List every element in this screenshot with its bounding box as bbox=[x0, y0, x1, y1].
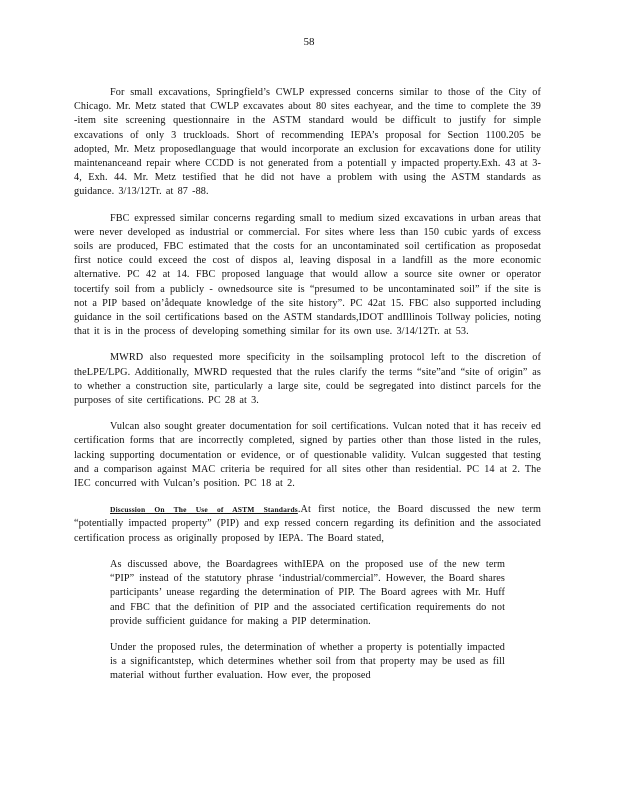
paragraph-fbc: FBC expressed similar concerns regarding small to medium sized excavations in urban areas that were never developed as industrial or commercial. For sites where less than 150 cubic yards of excess soils are produced, FBC estimated that the costs for an uncontaminated soil certification as proposedat first notice could exceed the cost of dispos al, leaving disposal in a landfill as the more economic alternative. PC 42 at 14. FBC proposed language that would allow a source site owner or operator tocertify soil from a publicly - ownedsource site is “presumed to be uncontaminated soil” if the site is not a PIP based on’ådequate knowledge of the site history”. PC 42at 15. FBC also supported including guidance in the soil certifications based on the ASTM standards,IDOT andIllinois Tollway policies, noting that it is in the process of developing something similar for its own use. 3/14/12Tr. at 53. bbox=[74, 212, 541, 338]
quote-paragraph: Under the proposed rules, the determination of whether a property is potentially impacted is a significantstep, which determines whether soil from that property may be used as fill material without further evaluation. How ever, the proposed bbox=[110, 641, 505, 682]
section-heading: Discussion On The Use of ASTM Standards bbox=[110, 505, 298, 515]
paragraph-discussion bbox=[74, 503, 541, 546]
paragraph-mwrd: MWRD also requested more specificity in the soilsampling protocol left to the discretion of theLPE/LPG. Additionally, MWRD requested that the rules clarify the terms “site”and “site of origin” as to whether a construction site, particularly a large site, could be segregated into distinct parcels for the purposes of site certifications. PC 28 at 3. bbox=[74, 352, 541, 407]
block-quote bbox=[110, 558, 505, 684]
paragraph-vulcan: Vulcan also sought greater documentation for soil certifications. Vulcan noted that it has receiv ed certification forms that are incorrectly completed, signed by parties other than those listed in the rules, lacking supporting documentation or evidence, or of questionable validity. Vulcan suggested that testing and a comparison against MAC criteria be required for all sites other than residential. PC 14 at 2. The IEC concurred with Vulcan’s position. PC 18 at 2. bbox=[74, 421, 541, 490]
page-number: 58 bbox=[303, 36, 315, 48]
discussion-text: .At first notice, the Board discussed the new term “potentially impacted property” (PIP) and exp ressed concern regarding its definition and the associated certification process as originally proposed by IEPA. The Board stated, bbox=[74, 504, 541, 544]
page-body bbox=[74, 86, 541, 696]
quote-paragraph: As discussed above, the Boardagrees withIEPA on the proposed use of the new term “PIP” instead of the statutory phrase ‘industrial/commercial”. However, the Board shares participants’ unease regarding the determination of PIP. The Board agrees with Mr. Huff and FBC that the definition of PIP and the associated certification requirements do not provide sufficient guidance for making a PIP determination. bbox=[110, 558, 505, 627]
paragraph-cwlp: For small excavations, Springfield’s CWLP expressed concerns similar to those of the City of Chicago. Mr. Metz stated that CWLP excavates about 80 sites eachyear, and the time to complete the 39 -item site screening questionnaire in the ASTM standard would be difficult to justify for simple excavations of only 3 truckloads. Short of recommending IEPA’s proposal for Section 1100.205 be adopted, Mr. Metz proposedlanguage that would incorporate an exclusion for excavations done for utility maintenanceand repair where CCDD is not generated from a potentiall y impacted property.Exh. 43 at 3- 4, Exh. 44. Mr. Metz testified that he did not have a problem with using the ASTM standards as guidance. 3/13/12Tr. at 87 -88. bbox=[74, 87, 541, 198]
